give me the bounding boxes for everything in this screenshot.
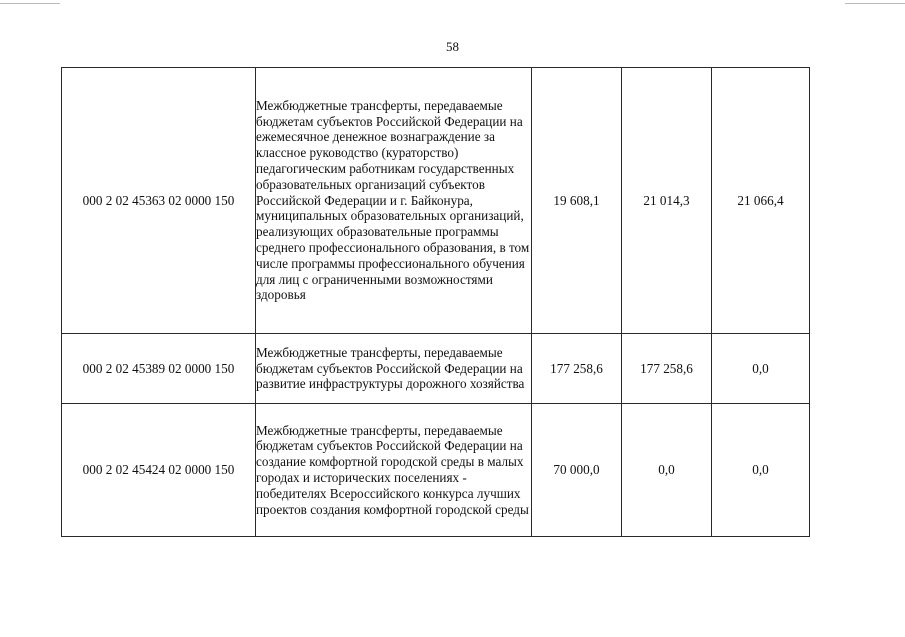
budget-code: 000 2 02 45389 02 0000 150: [62, 334, 256, 404]
table-row: [62, 68, 810, 334]
amount-year-3: 0,0: [712, 334, 810, 404]
amount-year-3: 0,0: [712, 404, 810, 537]
table-row: [62, 334, 810, 404]
scan-artifact-line: [845, 3, 905, 4]
amount-year-3: 21 066,4: [712, 68, 810, 334]
amount-year-2: 177 258,6: [622, 334, 712, 404]
transfer-description: Межбюджетные трансферты, передаваемые бюджетам субъектов Российской Федерации на развитие инфраструктуры дорожного хозяйства: [256, 334, 532, 404]
transfer-description: Межбюджетные трансферты, передаваемые бюджетам субъектов Российской Федерации на создание комфортной городской среды в малых городах и исторических поселениях - победителях Всероссийского конкурса лучших проектов создания комфортной городской среды: [256, 404, 532, 537]
amount-year-2: 21 014,3: [622, 68, 712, 334]
amount-year-2: 0,0: [622, 404, 712, 537]
amount-year-1: 177 258,6: [532, 334, 622, 404]
budget-code: 000 2 02 45424 02 0000 150: [62, 404, 256, 537]
table-row: [62, 404, 810, 537]
amount-year-1: 19 608,1: [532, 68, 622, 334]
budget-code: 000 2 02 45363 02 0000 150: [62, 68, 256, 334]
transfer-description: Межбюджетные трансферты, передаваемые бюджетам субъектов Российской Федерации на ежемесячное денежное вознаграждение за классное руководство (кураторство) педагогическим работникам государственных образовательных организаций субъектов Российской Федерации и г. Байконура, муниципальных образовательных организаций, реализующих образовательные программы среднего профессионального образования, в том числе программы профессионального обучения для лиц с ограниченными возможностями здоровья: [256, 68, 532, 334]
page-number: 58: [446, 39, 459, 54]
budget-table: [61, 67, 810, 537]
amount-year-1: 70 000,0: [532, 404, 622, 537]
scan-artifact-line: [0, 3, 60, 4]
